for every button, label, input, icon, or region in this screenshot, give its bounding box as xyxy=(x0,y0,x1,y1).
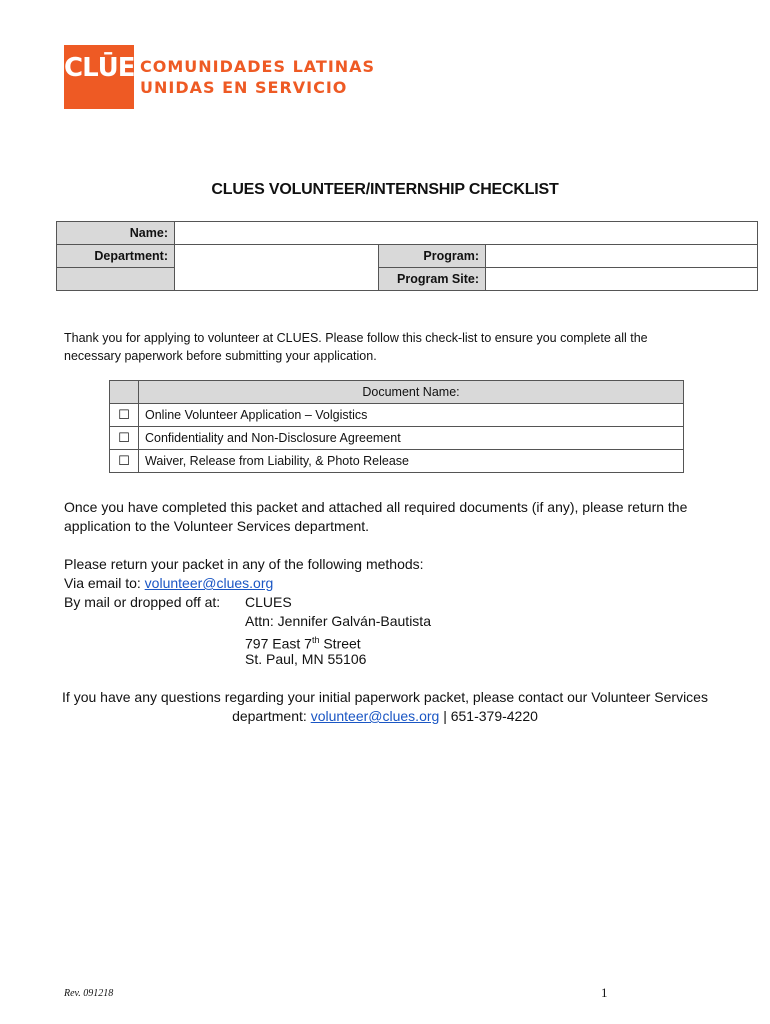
address-city: St. Paul, MN 55106 xyxy=(245,651,367,667)
return-instructions-line-1: Once you have completed this packet and attached all required documents (if any), please return the xyxy=(64,499,688,515)
volunteer-email-link[interactable]: volunteer@clues.org xyxy=(144,575,274,591)
document-checklist xyxy=(109,380,684,473)
address-street-number: 797 East 7 xyxy=(245,635,312,652)
document-name-header: Document Name: xyxy=(139,381,684,404)
document-confidentiality: Confidentiality and Non-Disclosure Agreement xyxy=(139,427,684,450)
address-attn: Attn: Jennifer Galván-Bautista xyxy=(245,613,431,629)
checkbox-waiver[interactable]: ☐ xyxy=(110,450,139,473)
logo-line-1: COMUNIDADES LATINAS xyxy=(140,57,376,76)
address-street-sup: th xyxy=(311,635,320,645)
document-waiver: Waiver, Release from Liability, & Photo Release xyxy=(139,450,684,473)
department-label: Department: xyxy=(57,245,175,268)
contact-line-1: If you have any questions regarding your initial paperwork packet, please contact our Volunteer Services xyxy=(62,689,708,705)
checklist-row xyxy=(110,404,684,427)
email-prefix: Via email to: xyxy=(64,575,145,591)
mail-method-label: By mail or dropped off at: xyxy=(64,594,221,610)
intro-paragraph: Thank you for applying to volunteer at CLUES. Please follow this check-list to ensure you complete all the necessary paperwork before submitting your application. xyxy=(64,331,648,363)
program-site-label: Program Site: xyxy=(379,268,486,291)
return-instructions-line-2: application to the Volunteer Services department. xyxy=(64,518,370,534)
methods-intro: Please return your packet in any of the following methods: xyxy=(64,556,424,572)
department-label-spacer xyxy=(57,268,175,291)
contact-phone: | 651-379-4220 xyxy=(439,708,538,724)
logo-mark-text: CLŪES xyxy=(64,53,153,83)
logo-mark xyxy=(64,45,153,109)
contact-email-link[interactable]: volunteer@clues.org xyxy=(310,708,440,724)
checkbox-confidentiality[interactable]: ☐ xyxy=(110,427,139,450)
program-label: Program: xyxy=(379,245,486,268)
page-number: 1 xyxy=(601,985,608,1000)
name-label: Name: xyxy=(57,222,175,245)
program-field[interactable] xyxy=(486,245,758,268)
address-org: CLUES xyxy=(245,594,292,610)
document-online-application: Online Volunteer Application – Volgistics xyxy=(139,404,684,427)
contact-line-2 xyxy=(0,707,770,726)
contact-prefix: department: xyxy=(232,708,311,724)
department-field[interactable] xyxy=(175,245,379,291)
checkbox-online-application[interactable]: ☐ xyxy=(110,404,139,427)
checklist-row xyxy=(110,427,684,450)
checkbox-header-cell xyxy=(110,381,139,404)
address-street-suffix: Street xyxy=(319,635,361,652)
applicant-info-table xyxy=(56,221,758,291)
clues-logo xyxy=(64,45,376,111)
program-site-field[interactable] xyxy=(486,268,758,291)
logo-line-2: UNIDAS EN SERVICIO xyxy=(140,78,348,97)
checklist-row xyxy=(110,450,684,473)
name-field[interactable] xyxy=(175,222,758,245)
page-title: CLUES VOLUNTEER/INTERNSHIP CHECKLIST xyxy=(211,181,559,198)
revision-label: Rev. 091218 xyxy=(64,988,114,999)
email-method xyxy=(64,574,273,593)
